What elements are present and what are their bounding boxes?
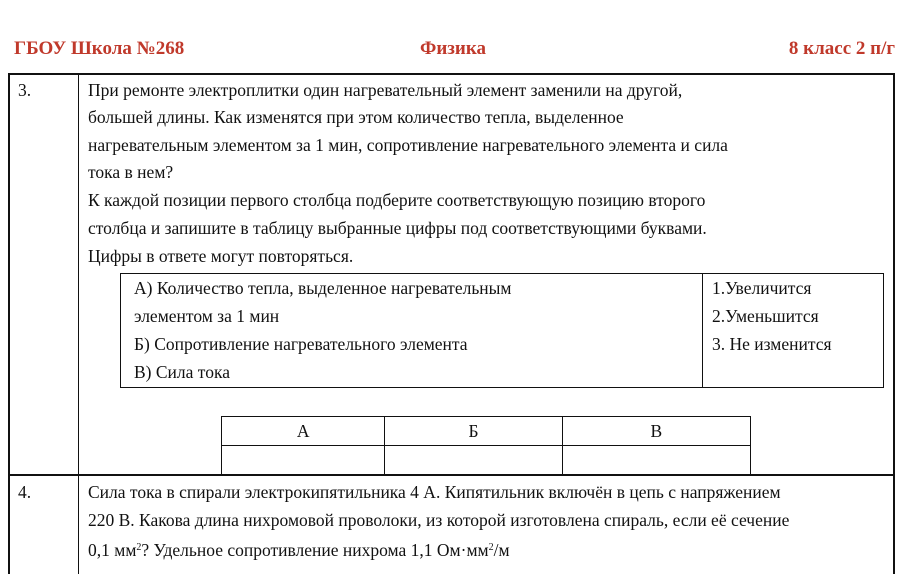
task-4-text-part: ? Удельное сопротивление нихрома 1,1 Ом·мм xyxy=(141,540,489,560)
task-4-text-part: /м xyxy=(493,540,510,560)
matching-right-item: 3. Не изменится xyxy=(712,334,832,354)
superscript: 2 xyxy=(136,542,142,553)
subject-title: Физика xyxy=(420,38,487,59)
grade-label: 8 класс 2 п/г xyxy=(788,38,895,59)
task-4-text-line: Сила тока в спирали электрокипятильника 4 А. Кипятильник включён в цепь с напряжением xyxy=(88,482,781,502)
answer-header-v: В xyxy=(562,417,750,446)
answer-table-input-row xyxy=(222,446,751,475)
task-3-text-line: Цифры в ответе могут повторяться. xyxy=(88,246,354,266)
school-name: ГБОУ Школа №268 xyxy=(14,38,185,59)
task-3-text-line: нагревательным элементом за 1 мин, сопротивление нагревательного элемента и сила xyxy=(88,135,728,155)
task-4-text-line-3 xyxy=(88,538,510,560)
task-3-text-line: большей длины. Как изменятся при этом количество тепла, выделенное xyxy=(88,107,624,127)
task-3-text-line: К каждой позиции первого столбца подберите соответствующую позицию второго xyxy=(88,190,706,210)
matching-right-item: 2.Уменьшится xyxy=(712,306,819,326)
matching-box-divider xyxy=(702,273,703,387)
table-top-border xyxy=(8,73,895,75)
task-3-number: 3. xyxy=(18,80,32,100)
task-3-text-line: тока в нем? xyxy=(88,162,174,182)
superscript: 2 xyxy=(488,542,494,553)
answer-cell-a[interactable] xyxy=(222,446,385,475)
task-4-number: 4. xyxy=(18,482,32,502)
answer-header-b: Б xyxy=(385,417,562,446)
answer-header-a: А xyxy=(222,417,385,446)
answer-cell-v[interactable] xyxy=(562,446,750,475)
matching-right-item: 1.Увеличится xyxy=(712,278,812,298)
task-4-text-line: 220 В. Какова длина нихромовой проволоки, из которой изготовлена спираль, если её сечение xyxy=(88,510,790,530)
answer-table-header-row xyxy=(222,417,751,446)
matching-left-item: Б) Сопротивление нагревательного элемента xyxy=(134,334,468,354)
task-4-text-part: 0,1 мм xyxy=(88,540,137,560)
table-left-border xyxy=(8,73,10,574)
matching-left-item: В) Сила тока xyxy=(134,362,230,382)
table-column-divider xyxy=(78,73,79,574)
matching-left-item: А) Количество тепла, выделенное нагревательным xyxy=(134,278,512,298)
answer-cell-b[interactable] xyxy=(385,446,562,475)
task-3-text-line: При ремонте электроплитки один нагревательный элемент заменили на другой, xyxy=(88,80,683,100)
matching-left-item: элементом за 1 мин xyxy=(134,306,280,326)
task-3-text-line: столбца и запишите в таблицу выбранные цифры под соответствующими буквами. xyxy=(88,218,707,238)
table-right-border xyxy=(893,73,895,574)
answer-table xyxy=(221,416,751,475)
